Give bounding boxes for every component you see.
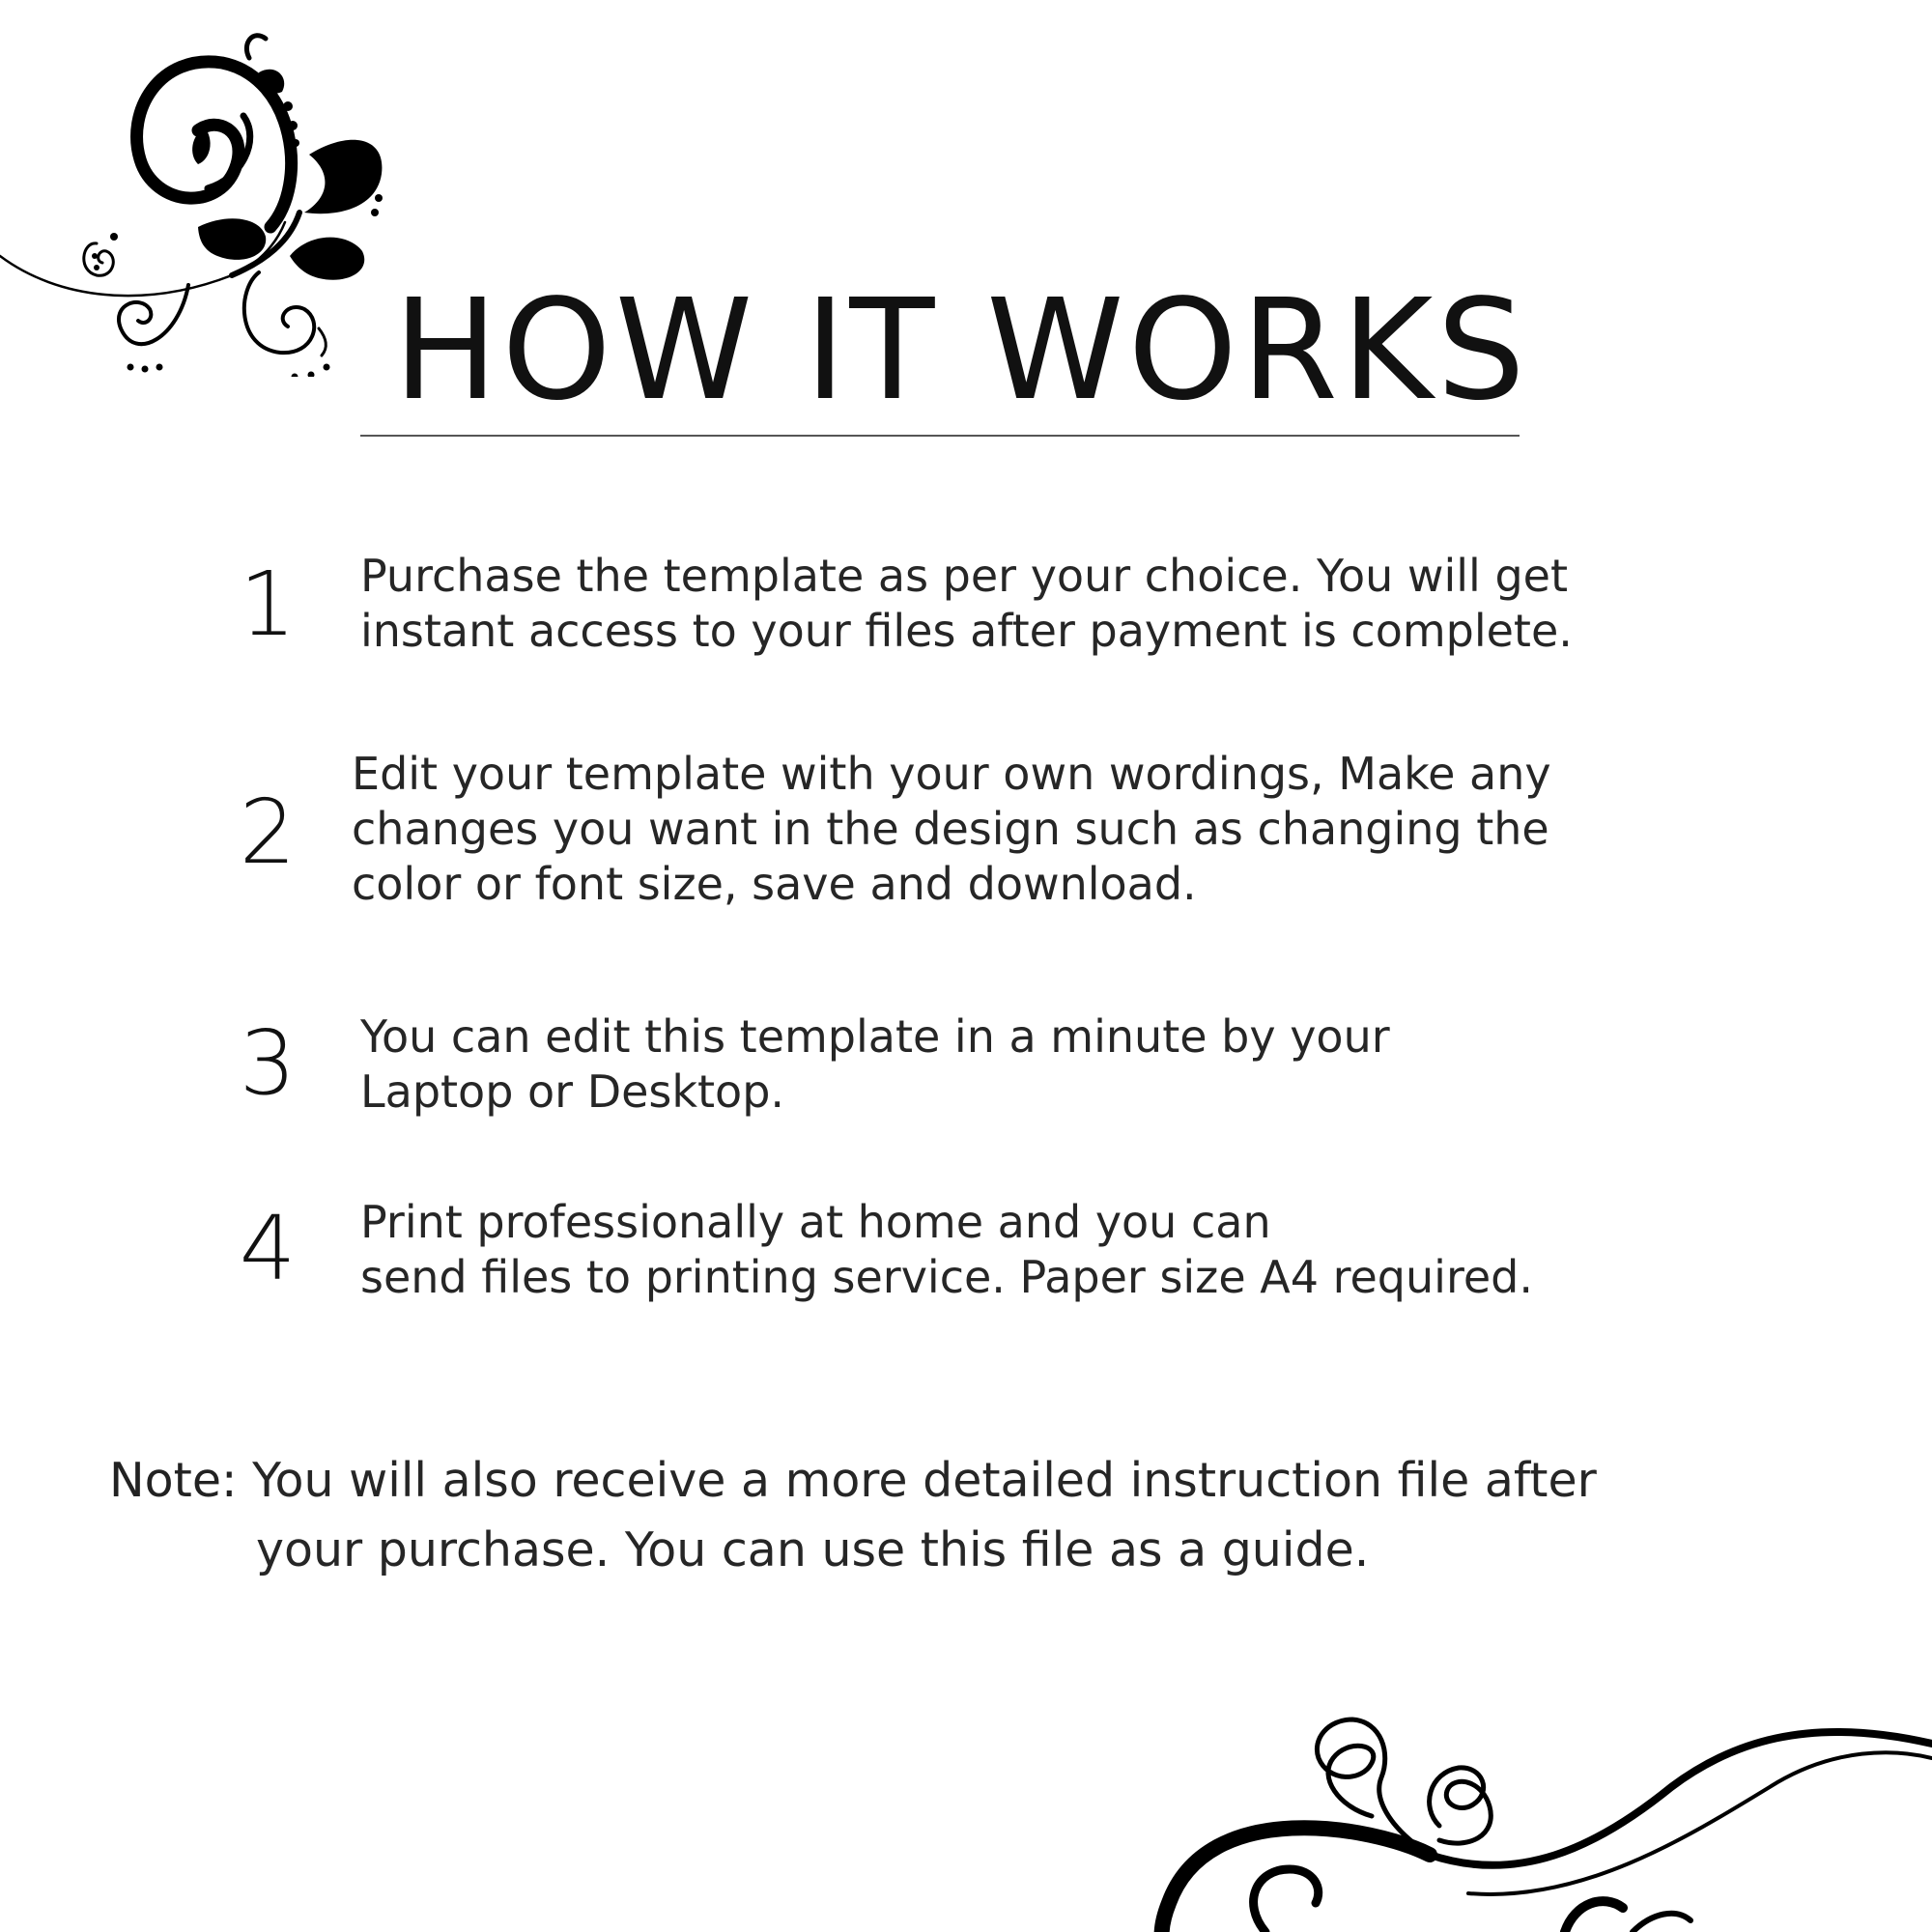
step-number: 3 xyxy=(239,1011,297,1115)
step-text xyxy=(352,747,1551,912)
step-text-line: instant access to your files after payment is complete. xyxy=(360,605,1573,657)
note-text-line-2: your purchase. You can use this file as a guide. xyxy=(256,1522,1370,1577)
step-text xyxy=(360,549,1573,659)
step-text-line: Purchase the template as per your choice. You will get xyxy=(360,550,1568,602)
title-divider xyxy=(360,435,1520,437)
step-number: 4 xyxy=(239,1197,297,1300)
note-label: Note: xyxy=(109,1453,238,1508)
page-title: HOW IT WORKS xyxy=(393,269,1529,431)
step-text-line: Print professionally at home and you can xyxy=(360,1196,1271,1248)
top-left-flourish-icon xyxy=(0,19,406,377)
step-number: 1 xyxy=(239,553,297,656)
step-text xyxy=(360,1009,1390,1120)
step-text-line: You can edit this template in a minute by your xyxy=(360,1010,1390,1063)
step-text-line: Laptop or Desktop. xyxy=(360,1065,785,1118)
step-number: 2 xyxy=(239,781,297,884)
note xyxy=(109,1446,1597,1585)
step-text xyxy=(360,1195,1533,1305)
bottom-right-flourish-icon xyxy=(1150,1662,1932,1932)
step-text-line: changes you want in the design such as changing the xyxy=(352,803,1549,855)
step-text-line: Edit your template with your own wordings, Make any xyxy=(352,748,1551,800)
step-text-line: color or font size, save and download. xyxy=(352,858,1197,910)
step-text-line: send files to printing service. Paper size A4 required. xyxy=(360,1251,1533,1303)
note-text-line-1: You will also receive a more detailed instruction file after xyxy=(252,1453,1597,1508)
